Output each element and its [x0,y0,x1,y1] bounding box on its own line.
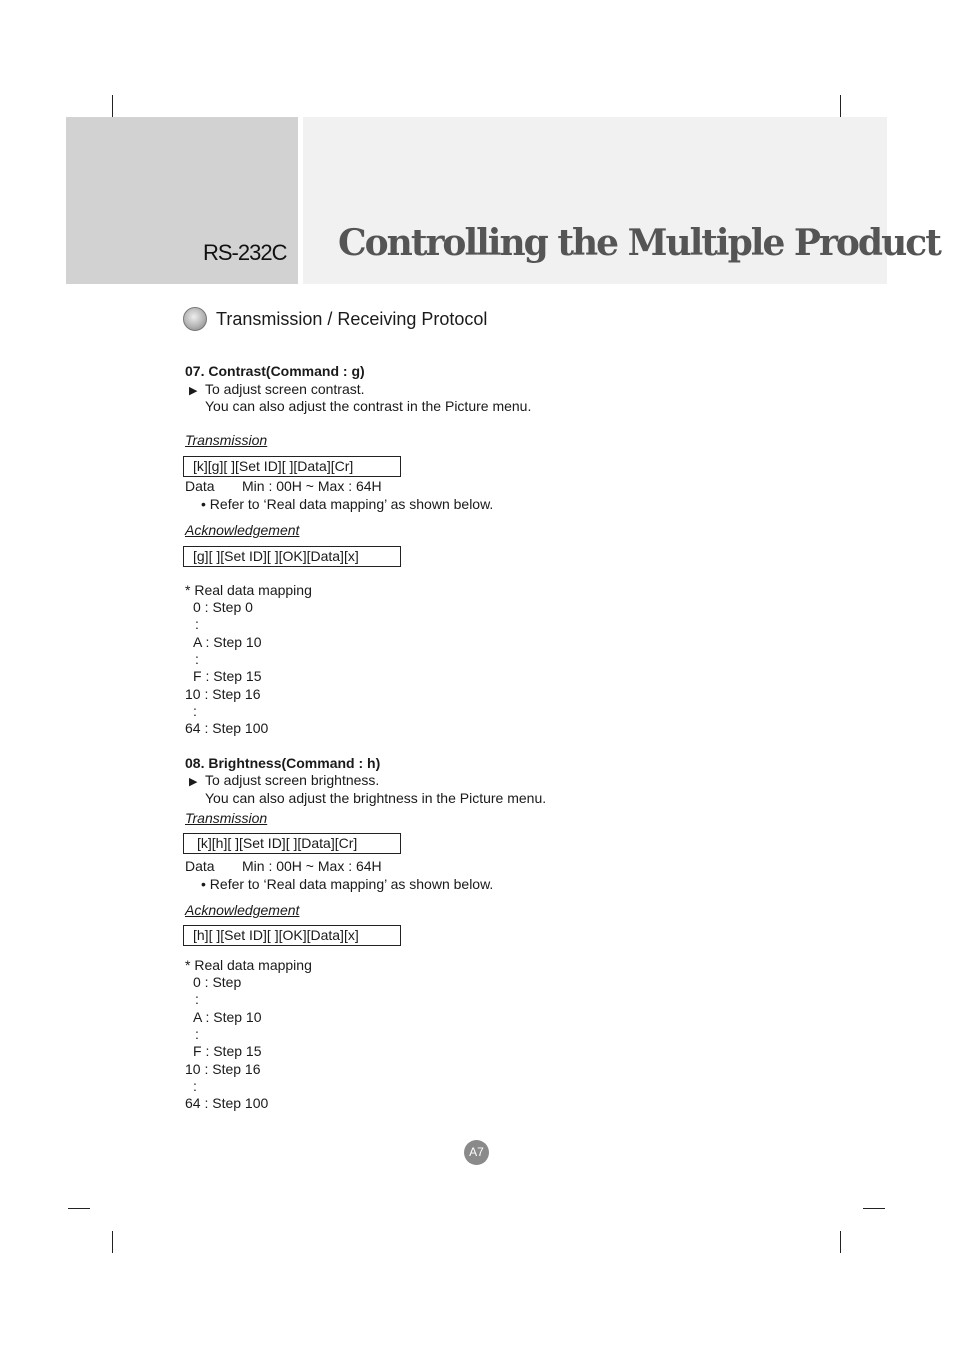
brightness-data-label: Data [185,858,215,874]
contrast-ack-code: [g][ ][Set ID][ ][OK][Data][x] [183,546,401,567]
contrast-mapping-item: : [193,703,197,719]
contrast-data-range: Min : 00H ~ Max : 64H [242,478,382,494]
contrast-data-note: • Refer to ‘Real data mapping’ as shown below. [201,496,494,512]
brightness-mapping-item: 0 : Step [193,974,242,990]
brightness-desc: ▶ To adjust screen brightness. [189,772,379,791]
brightness-mapping-item: : [193,1078,197,1094]
brightness-data-note: • Refer to ‘Real data mapping’ as shown below. [201,876,494,892]
brightness-mapping-item: 64 : Step 100 [185,1095,269,1111]
brightness-mapping-item: A : Step 10 [193,1009,262,1025]
crop-mark [68,1208,90,1209]
contrast-mapping-item: 10 : Step 16 [185,686,261,702]
page-number: A7 [464,1140,489,1165]
brightness-mapping-title: * Real data mapping [185,957,312,973]
brightness-ack-code: [h][ ][Set ID][ ][OK][Data][x] [183,925,401,946]
section-tag: RS-232C [203,240,287,265]
brightness-heading: 08. Brightness(Command : h) [185,755,381,771]
brightness-data-range: Min : 00H ~ Max : 64H [242,858,382,874]
contrast-desc: ▶ To adjust screen contrast. [189,381,365,400]
contrast-mapping-item: : [195,616,199,632]
brightness-mapping-item: 10 : Step 16 [185,1061,261,1077]
brightness-mapping-item: : [195,991,199,1007]
contrast-transmission-label: Transmission [185,432,268,448]
contrast-desc-2: You can also adjust the contrast in the Picture menu. [205,398,532,414]
round-bullet-icon [183,307,207,331]
contrast-heading: 07. Contrast(Command : g) [185,363,365,379]
brightness-mapping-item: : [195,1026,199,1042]
page-title: Controlling the Multiple Product [338,222,940,264]
contrast-mapping-item: A : Step 10 [193,634,262,650]
brightness-desc-2: You can also adjust the brightness in the Picture menu. [205,790,547,806]
crop-mark [112,1231,113,1253]
contrast-mapping-item: : [195,651,199,667]
contrast-data-label: Data [185,478,215,494]
subheading-text: Transmission / Receiving Protocol [216,308,488,329]
triangle-right-icon: ▶ [189,385,198,397]
brightness-transmission-label: Transmission [185,810,268,826]
contrast-ack-label: Acknowledgement [185,522,300,538]
brightness-mapping-item: F : Step 15 [193,1043,262,1059]
crop-mark [112,95,113,117]
brightness-transmission-code: [k][h][ ][Set ID][ ][Data][Cr] [183,833,401,854]
crop-mark [840,95,841,117]
triangle-right-icon: ▶ [189,776,198,788]
brightness-ack-label: Acknowledgement [185,902,300,918]
contrast-mapping-item: 64 : Step 100 [185,720,269,736]
subheading [183,307,487,331]
contrast-mapping-title: * Real data mapping [185,582,312,598]
crop-mark [863,1208,885,1209]
contrast-mapping-item: 0 : Step 0 [193,599,253,615]
contrast-mapping-item: F : Step 15 [193,668,262,684]
crop-mark [840,1231,841,1253]
contrast-transmission-code: [k][g][ ][Set ID][ ][Data][Cr] [183,456,401,477]
